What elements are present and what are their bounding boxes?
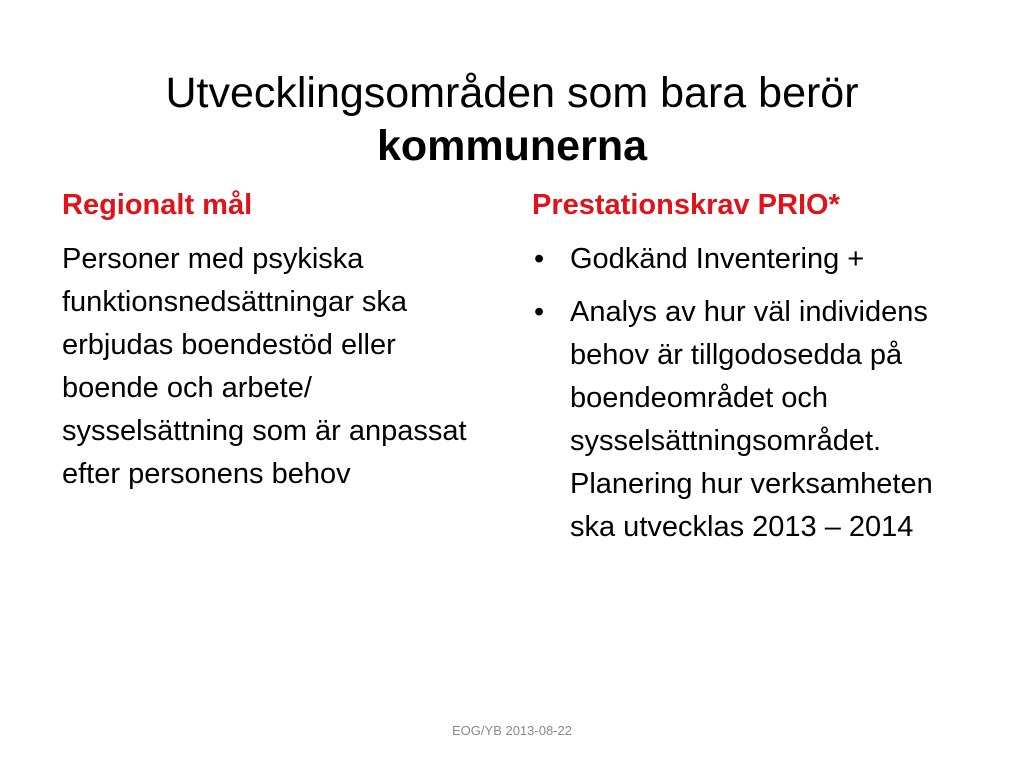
bullet-text: Analys av hur väl individens behov är tillgodosedda på boendeområdet och sysselsättningsområdet. Planering hur verksamheten ska utvecklas 2013 – 2014 — [570, 296, 933, 543]
bullet-item — [532, 238, 972, 281]
left-column-heading: Regionalt mål — [62, 189, 253, 221]
title-line-2: kommunerna — [376, 121, 647, 170]
title-line-1: Utvecklingsområden som bara berör — [165, 68, 859, 117]
left-column-body: Personer med psykiska funktionsnedsättningar ska erbjudas boendestöd eller boende och arbete/ sysselsättning som är anpassat efter personens behov — [62, 243, 467, 490]
bullet-icon: • — [534, 243, 545, 275]
slide-title — [60, 67, 964, 173]
bullet-list — [532, 238, 972, 549]
left-column — [62, 186, 492, 496]
bullet-item — [532, 291, 972, 549]
right-column — [532, 186, 972, 559]
footer-text: EOG/YB 2013-08-22 — [452, 723, 572, 738]
right-column-heading: Prestationskrav PRIO* — [532, 189, 840, 221]
bullet-text: Godkänd Inventering + — [570, 243, 865, 275]
bullet-icon: • — [534, 296, 545, 328]
